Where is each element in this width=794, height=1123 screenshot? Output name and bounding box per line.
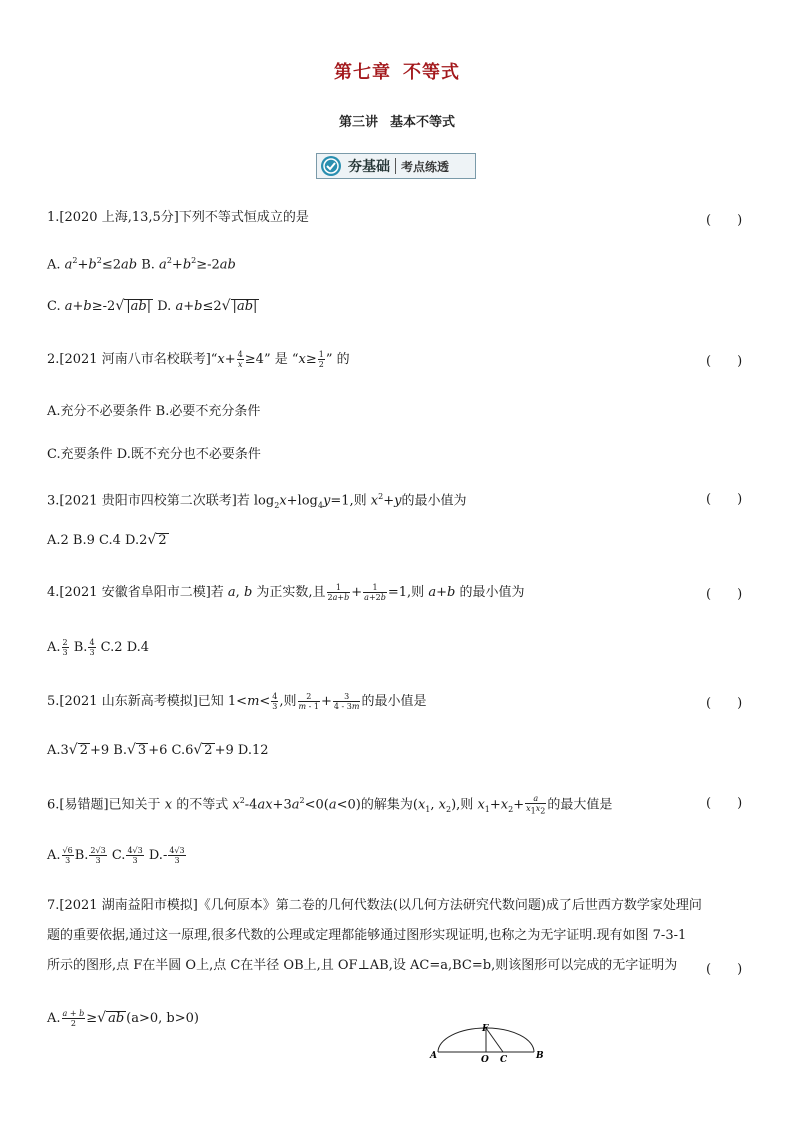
- answer-paren-4: ( ): [706, 587, 743, 602]
- badge-divider: [395, 158, 396, 174]
- lesson-number: 第三讲: [338, 115, 378, 130]
- answer-paren-1: ( ): [706, 213, 743, 228]
- question-6-stem: 6.[易错题]已知关于 x 的不等式 $x^2-4ax+3a^2<0(a<0)$的解集为($x_1$, $x_2$),则 $x_1+x_2+$ $\frac{a}{x_1x_2}$ 的最大值是: [47, 794, 613, 816]
- question-6-options: A. $\frac{√6}{3}$ B. $\frac{2√3}{3}$ C. $\frac{4√3}{3}$ D.- $\frac{4√3}{3}$: [47, 846, 185, 865]
- question-1-options-cd: C. a+b≥-2√ |ab| D. a+b≤2√ |ab|: [47, 298, 258, 314]
- question-2-stem: 2.[2021 河南八市名校联考]“x+ $\frac{4}{x}$ ≥4” 是 “x≥ $\frac{1}{2}$ ” 的: [47, 350, 350, 369]
- question-1-options-ab: A. $a^2+b^2\le 2ab$ B. $a^2+b^2\ge-2ab$: [47, 256, 236, 273]
- question-3-stem: 3.[2021 贵阳市四校第二次联考]若 $\log_2x+\log_4y=1$,则 $x^2+y$的最小值为: [47, 492, 467, 510]
- point-o-label: O: [481, 1055, 489, 1064]
- question-3-options: A.2 B.9 C.4 D.2√ 2: [47, 532, 167, 548]
- question-5-stem: 5.[2021 山东新高考模拟]已知 1<m< $\frac{4}{3}$ ,则 $\frac{2}{m - 1}$ + $\frac{3}{4 - 3m}$ 的最小值是: [47, 692, 427, 711]
- question-2-options-cd: C.充要条件 D.既不充分也不必要条件: [47, 447, 261, 462]
- chapter-title: [0, 58, 794, 84]
- answer-paren-7: ( ): [706, 962, 743, 977]
- question-7-stem: [47, 891, 753, 981]
- section-badge: [316, 153, 476, 179]
- question-1-stem: 1.[2020 上海,13,5分]下列不等式恒成立的是: [47, 210, 309, 225]
- question-4-stem: 4.[2021 安徽省阜阳市二模]若 a, b 为正实数,且 $\frac{1}{2a+b}$ + $\frac{1}{a+2b}$ =1,则 a+b 的最小值为: [47, 583, 525, 602]
- lesson-title: [0, 111, 794, 130]
- question-7-line-2: 题的重要依据,通过这一原理,很多代数的公理或定理都能够通过图形实现证明,也称之为无字证明.现有如图 7-3-1: [47, 928, 687, 943]
- point-b-label: B: [536, 1051, 544, 1061]
- question-5-options: A.3√ 2 +9 B.√ 3 +6 C.6√ 2 +9 D.12: [47, 742, 269, 758]
- answer-paren-2: ( ): [706, 354, 743, 369]
- question-4-options: A. $\frac{2}{3}$ B. $\frac{4}{3}$ C.2 D.4: [47, 638, 150, 657]
- chapter-number: 第七章: [334, 62, 391, 83]
- answer-paren-6: ( ): [706, 796, 743, 811]
- badge-main-label: 夯基础: [348, 159, 390, 175]
- question-7-line-1: 7.[2021 湖南益阳市模拟]《几何原本》第二卷的几何代数法(以几何方法研究代数问题)成了后世西方数学家处理问: [47, 898, 702, 913]
- point-a-label: A: [430, 1051, 437, 1061]
- question-2-options-ab: A.充分不必要条件 B.必要不充分条件: [47, 404, 261, 419]
- point-c-label: C: [500, 1055, 508, 1064]
- semicircle-figure: [426, 1022, 546, 1064]
- badge-sub-label: 考点练透: [401, 159, 450, 174]
- answer-paren-5: ( ): [706, 696, 743, 711]
- chapter-name: 不等式: [403, 62, 460, 83]
- check-circle-icon: [320, 155, 342, 177]
- lesson-name: 基本不等式: [390, 115, 456, 130]
- point-f-label: F: [482, 1024, 489, 1034]
- answer-paren-3: ( ): [706, 492, 743, 507]
- question-7-option-a: A. $\frac{a + b}{2}$ ≥√ ab (a>0, b>0): [47, 1009, 199, 1028]
- question-7-line-3: 所示的图形,点 F在半圆 O上,点 C在半径 OB上,且 OF⊥AB,设 AC=a,BC=b,则该图形可以完成的无字证明为: [47, 958, 678, 973]
